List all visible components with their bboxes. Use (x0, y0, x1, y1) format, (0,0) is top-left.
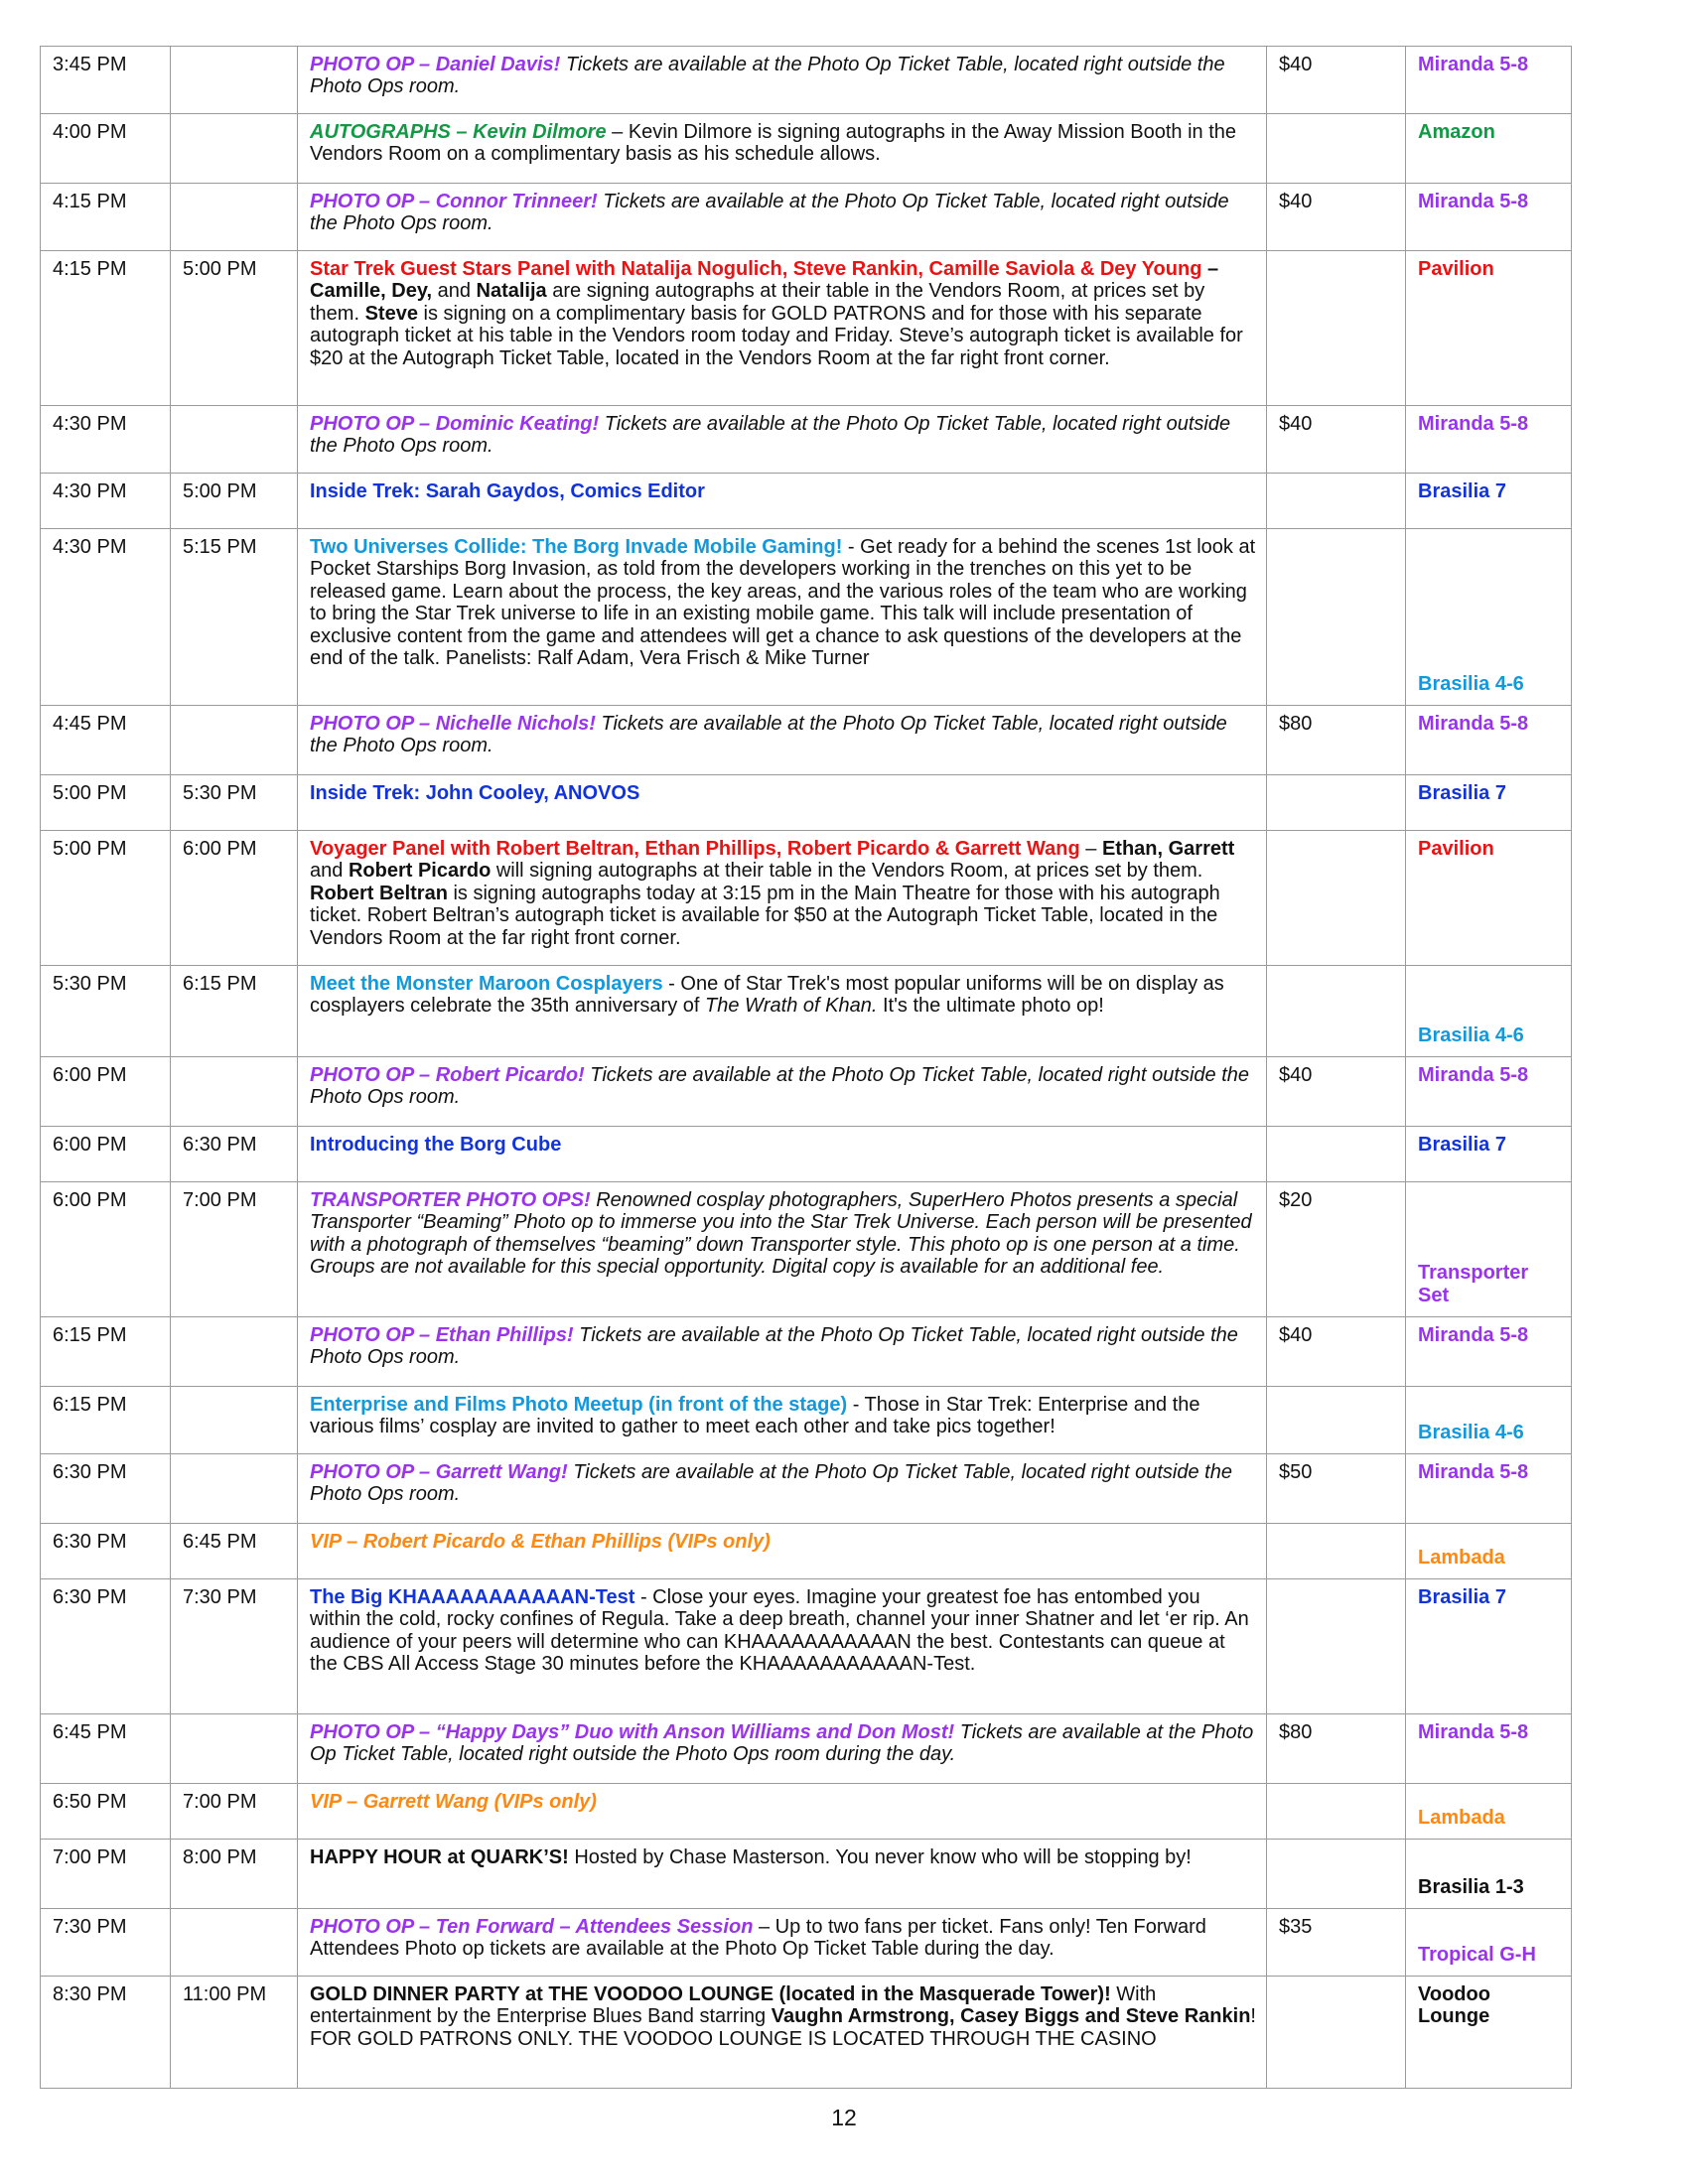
room-location: Brasilia 4-6 (1406, 529, 1572, 706)
event-description (298, 529, 1267, 706)
schedule-row (41, 1524, 1572, 1579)
start-time: 4:45 PM (41, 706, 171, 775)
end-time (171, 1454, 298, 1524)
end-time: 5:00 PM (171, 251, 298, 406)
room-location: Brasilia 7 (1406, 1127, 1572, 1182)
ticket-price: $50 (1267, 1454, 1406, 1524)
start-time: 3:45 PM (41, 47, 171, 114)
schedule-row (41, 1127, 1572, 1182)
schedule-row (41, 1057, 1572, 1127)
schedule-row (41, 1714, 1572, 1784)
schedule-row (41, 1387, 1572, 1454)
ticket-price: $80 (1267, 1714, 1406, 1784)
event-text: With entertainment by the Enterprise Blues Band starring (310, 1983, 1157, 2028)
end-time (171, 406, 298, 474)
event-text: - Close your eyes. Imagine your greatest foe has entombed you within the cold, rocky confines of Regula. Take a deep breath, channel your inner Shatner and let ‘er rip. An audience of your peers will determine who can KHAAAAAAAAAAAN the best. Contestants can queue at the CBS All Access Stage 30 minutes before the KHAAAAAAAAAAAN-Test. (310, 1586, 1249, 1676)
event-title: The Big KHAAAAAAAAAAAN-Test (310, 1586, 635, 1608)
event-title: PHOTO OP – Nichelle Nichols! (310, 713, 596, 735)
event-description (298, 966, 1267, 1057)
event-text: - One of Star Trek's most popular uniforms will be on display as cosplayers celebrate the 35th anniversary of (310, 973, 1224, 1018)
end-time: 6:45 PM (171, 1524, 298, 1579)
room-location: Miranda 5-8 (1406, 706, 1572, 775)
schedule-row (41, 529, 1572, 706)
event-description (298, 114, 1267, 184)
start-time: 6:30 PM (41, 1454, 171, 1524)
event-text: is signing autographs today at 3:15 pm in the Main Theatre for those with his autograph ticket. Robert Beltran’s autograph ticket is available for $50 at the Autograph Ticket Table, located in the Vendors Room at the far right front corner. (310, 882, 1220, 949)
schedule-row (41, 966, 1572, 1057)
schedule-row (41, 474, 1572, 529)
start-time: 6:30 PM (41, 1579, 171, 1714)
event-description (298, 1127, 1267, 1182)
start-time: 7:00 PM (41, 1840, 171, 1909)
event-title: PHOTO OP – Dominic Keating! (310, 413, 600, 435)
event-title: Introducing the Borg Cube (310, 1134, 562, 1156)
ticket-price (1267, 474, 1406, 529)
start-time: 6:50 PM (41, 1784, 171, 1840)
end-time: 8:00 PM (171, 1840, 298, 1909)
event-title: Star Trek Guest Stars Panel with Natalija Nogulich, Steve Rankin, Camille Saviola & Dey Young (310, 258, 1202, 280)
start-time: 4:15 PM (41, 184, 171, 251)
end-time: 6:00 PM (171, 831, 298, 966)
room-location: Pavilion (1406, 831, 1572, 966)
event-description (298, 1579, 1267, 1714)
event-title: PHOTO OP – Connor Trinneer! (310, 191, 598, 212)
event-text: Tickets are available at the Photo Op Ticket Table, located right outside the Photo Ops room. (310, 413, 1231, 458)
event-text: - Those in Star Trek: Enterprise and the various films’ cosplay are invited to gather to meet each other and take pics together! (310, 1394, 1200, 1438)
schedule-row (41, 1454, 1572, 1524)
schedule-row (41, 1977, 1572, 2089)
room-location: Lambada (1406, 1784, 1572, 1840)
event-text: Hosted by Chase Masterson. You never know who will be stopping by! (568, 1846, 1192, 1868)
event-description (298, 1714, 1267, 1784)
event-title: HAPPY HOUR at QUARK’S! (310, 1846, 569, 1868)
event-text: Tickets are available at the Photo Op Ticket Table, located right outside the Photo Ops room. (310, 1064, 1250, 1109)
event-description (298, 1387, 1267, 1454)
event-text: and (432, 280, 477, 303)
event-description (298, 1784, 1267, 1840)
schedule-row (41, 831, 1572, 966)
event-title: Inside Trek: John Cooley, ANOVOS (310, 782, 640, 804)
page-number: 12 (831, 2105, 857, 2130)
event-text: Tickets are available at the Photo Op Ticket Table, located right outside the Photo Ops room. (310, 54, 1225, 98)
event-text: – Up to two fans per ticket. Fans only! Ten Forward Attendees Photo op tickets are available at the Photo Op Ticket Table during the day. (310, 1916, 1206, 1961)
start-time: 7:30 PM (41, 1909, 171, 1977)
ticket-price: $40 (1267, 406, 1406, 474)
event-description (298, 1840, 1267, 1909)
event-text: Robert Beltran (310, 882, 448, 904)
schedule-row (41, 1579, 1572, 1714)
start-time: 6:00 PM (41, 1182, 171, 1317)
start-time: 4:30 PM (41, 529, 171, 706)
event-description (298, 831, 1267, 966)
room-location: Pavilion (1406, 251, 1572, 406)
event-description (298, 1524, 1267, 1579)
end-time: 6:15 PM (171, 966, 298, 1057)
schedule-row (41, 706, 1572, 775)
end-time: 7:00 PM (171, 1182, 298, 1317)
ticket-price: $40 (1267, 1317, 1406, 1387)
event-description (298, 251, 1267, 406)
ticket-price: $40 (1267, 184, 1406, 251)
ticket-price (1267, 1387, 1406, 1454)
event-title: Inside Trek: Sarah Gaydos, Comics Editor (310, 480, 705, 502)
event-description (298, 1317, 1267, 1387)
ticket-price: $80 (1267, 706, 1406, 775)
start-time: 8:30 PM (41, 1977, 171, 2089)
event-description (298, 1454, 1267, 1524)
start-time: 6:00 PM (41, 1127, 171, 1182)
ticket-price (1267, 1840, 1406, 1909)
event-description (298, 706, 1267, 775)
event-description (298, 1182, 1267, 1317)
event-title: PHOTO OP – Ten Forward – Attendees Session (310, 1916, 754, 1938)
event-text: Ethan, Garrett (1101, 838, 1235, 860)
room-location: Miranda 5-8 (1406, 406, 1572, 474)
event-text: – (1079, 838, 1102, 860)
end-time (171, 47, 298, 114)
event-text: Robert Picardo (348, 860, 492, 883)
end-time: 7:00 PM (171, 1784, 298, 1840)
event-text: - Get ready for a behind the scenes 1st look at Pocket Starships Borg Invasion, as told from the developers working in the trenches on this yet to be released game. Learn about the process, the key areas, and the various roles of the team who are working to bring the Star Trek universe to life in an existing mobile game. This talk will include presentation of exclusive content from the game and attendees will get a chance to ask questions of the developers at the end of the talk. Panelists: Ralf Adam, Vera Frisch & Mike Turner (310, 536, 1256, 670)
event-title: Meet the Monster Maroon Cosplayers (310, 973, 663, 995)
schedule-row (41, 251, 1572, 406)
ticket-price (1267, 114, 1406, 184)
event-text: will signing autographs at their table in the Vendors Room, at prices set by them. (491, 860, 1203, 883)
event-text: – Kevin Dilmore is signing autographs in the Away Mission Booth in the Vendors Room on a complimentary basis as his schedule allows. (310, 121, 1237, 166)
event-title: GOLD DINNER PARTY at THE VOODOO LOUNGE (located in the Masquerade Tower)! (310, 1983, 1111, 2005)
room-location: Amazon (1406, 114, 1572, 184)
room-location: Tropical G-H (1406, 1909, 1572, 1977)
room-location: Brasilia 7 (1406, 775, 1572, 831)
event-text: Steve (364, 302, 418, 325)
schedule-row (41, 1317, 1572, 1387)
event-text: – (1201, 258, 1219, 280)
event-description (298, 1909, 1267, 1977)
schedule-row (41, 1840, 1572, 1909)
ticket-price (1267, 1524, 1406, 1579)
start-time: 4:15 PM (41, 251, 171, 406)
event-description (298, 1977, 1267, 2089)
start-time: 4:30 PM (41, 406, 171, 474)
event-text: are signing autographs at their table in the Vendors Room, at prices set by them. (310, 280, 1205, 325)
event-description (298, 1057, 1267, 1127)
end-time (171, 1714, 298, 1784)
end-time: 11:00 PM (171, 1977, 298, 2089)
schedule-row (41, 184, 1572, 251)
end-time: 5:00 PM (171, 474, 298, 529)
event-text: ! FOR GOLD PATRONS ONLY. THE VOODOO LOUNGE IS LOCATED THROUGH THE CASINO (310, 2005, 1256, 2050)
event-text: Camille, Dey, (310, 280, 433, 303)
event-description (298, 474, 1267, 529)
event-text: is signing on a complimentary basis for GOLD PATRONS and for those with his separate autograph ticket at his table in the Vendors room today and Friday. Steve’s autograph ticket is available for $20 at the Autograph Ticket Table, located in the Vendors Room at the far right front corner. (310, 302, 1243, 369)
ticket-price (1267, 1579, 1406, 1714)
room-location: Lambada (1406, 1524, 1572, 1579)
end-time: 7:30 PM (171, 1579, 298, 1714)
event-title: AUTOGRAPHS – Kevin Dilmore (310, 121, 607, 143)
start-time: 6:00 PM (41, 1057, 171, 1127)
event-title: PHOTO OP – Garrett Wang! (310, 1461, 568, 1483)
room-location: Brasilia 4-6 (1406, 1387, 1572, 1454)
start-time: 6:15 PM (41, 1317, 171, 1387)
room-location: Brasilia 4-6 (1406, 966, 1572, 1057)
event-text: Renowned cosplay photographers, SuperHero Photos presents a special Transporter “Beaming” Photo op to immerse you into the Star Trek Universe. Each person will be presented with a photograph of themselves “beaming” down Transporter style. This photo op is one person at a time. Groups are not available for this special opportunity. Digital copy is available for an additional fee. (310, 1189, 1252, 1279)
end-time: 5:15 PM (171, 529, 298, 706)
event-description (298, 184, 1267, 251)
ticket-price: $35 (1267, 1909, 1406, 1977)
event-description (298, 775, 1267, 831)
event-description (298, 406, 1267, 474)
end-time (171, 1057, 298, 1127)
schedule-row (41, 1909, 1572, 1977)
event-title: PHOTO OP – “Happy Days” Duo with Anson Williams and Don Most! (310, 1721, 955, 1743)
schedule-row (41, 775, 1572, 831)
start-time: 6:30 PM (41, 1524, 171, 1579)
schedule-row (41, 47, 1572, 114)
event-text: Tickets are available at the Photo Op Ticket Table, located right outside the Photo Ops room. (310, 1324, 1238, 1369)
event-title: VIP – Robert Picardo & Ethan Phillips (VIPs only) (310, 1531, 771, 1553)
start-time: 4:30 PM (41, 474, 171, 529)
end-time: 6:30 PM (171, 1127, 298, 1182)
ticket-price (1267, 1977, 1406, 2089)
event-title: PHOTO OP – Robert Picardo! (310, 1064, 585, 1086)
end-time (171, 184, 298, 251)
end-time (171, 706, 298, 775)
ticket-price (1267, 966, 1406, 1057)
ticket-price (1267, 251, 1406, 406)
ticket-price (1267, 529, 1406, 706)
room-location: Miranda 5-8 (1406, 1057, 1572, 1127)
event-title: Enterprise and Films Photo Meetup (in front of the stage) (310, 1394, 848, 1416)
event-text: The Wrath of Khan. (705, 995, 878, 1018)
start-time: 5:00 PM (41, 831, 171, 966)
event-text: Tickets are available at the Photo Op Ticket Table, located right outside the Photo Ops room. (310, 191, 1229, 235)
ticket-price (1267, 1127, 1406, 1182)
ticket-price: $40 (1267, 1057, 1406, 1127)
event-text: and (310, 860, 349, 883)
schedule-table (40, 46, 1572, 2089)
event-text: Tickets are available at the Photo Op Ticket Table, located right outside the Photo Ops room. (310, 713, 1227, 757)
schedule-rows (41, 47, 1572, 2089)
start-time: 4:00 PM (41, 114, 171, 184)
ticket-price: $20 (1267, 1182, 1406, 1317)
room-location: Brasilia 7 (1406, 1579, 1572, 1714)
ticket-price (1267, 1784, 1406, 1840)
end-time (171, 114, 298, 184)
event-title: Voyager Panel with Robert Beltran, Ethan Phillips, Robert Picardo & Garrett Wang (310, 838, 1080, 860)
event-title: PHOTO OP – Ethan Phillips! (310, 1324, 574, 1346)
end-time (171, 1317, 298, 1387)
schedule-row (41, 406, 1572, 474)
event-text: Vaughn Armstrong, Casey Biggs and Steve Rankin (771, 2005, 1251, 2028)
room-location: Miranda 5-8 (1406, 47, 1572, 114)
room-location: Miranda 5-8 (1406, 1317, 1572, 1387)
start-time: 6:15 PM (41, 1387, 171, 1454)
event-title: TRANSPORTER PHOTO OPS! (310, 1189, 591, 1211)
schedule-row (41, 1182, 1572, 1317)
event-text: It's the ultimate photo op! (877, 995, 1104, 1018)
room-location: Voodoo Lounge (1406, 1977, 1572, 2089)
room-location: Transporter Set (1406, 1182, 1572, 1317)
end-time (171, 1909, 298, 1977)
room-location: Miranda 5-8 (1406, 1714, 1572, 1784)
room-location: Brasilia 1-3 (1406, 1840, 1572, 1909)
start-time: 6:45 PM (41, 1714, 171, 1784)
schedule-row (41, 1784, 1572, 1840)
event-description (298, 47, 1267, 114)
event-text: Natalija (476, 280, 547, 303)
ticket-price (1267, 775, 1406, 831)
room-location: Miranda 5-8 (1406, 1454, 1572, 1524)
room-location: Miranda 5-8 (1406, 184, 1572, 251)
end-time (171, 1387, 298, 1454)
start-time: 5:30 PM (41, 966, 171, 1057)
event-title: PHOTO OP – Daniel Davis! (310, 54, 561, 75)
event-title: Two Universes Collide: The Borg Invade Mobile Gaming! (310, 536, 843, 558)
start-time: 5:00 PM (41, 775, 171, 831)
event-text: Tickets are available at the Photo Op Ticket Table, located right outside the Photo Ops room. (310, 1461, 1232, 1506)
ticket-price: $40 (1267, 47, 1406, 114)
ticket-price (1267, 831, 1406, 966)
event-text: Tickets are available at the Photo Op Ticket Table, located right outside the Photo Ops room during the day. (310, 1721, 1254, 1766)
room-location: Brasilia 7 (1406, 474, 1572, 529)
schedule-row (41, 114, 1572, 184)
event-title: VIP – Garrett Wang (VIPs only) (310, 1791, 597, 1813)
end-time: 5:30 PM (171, 775, 298, 831)
